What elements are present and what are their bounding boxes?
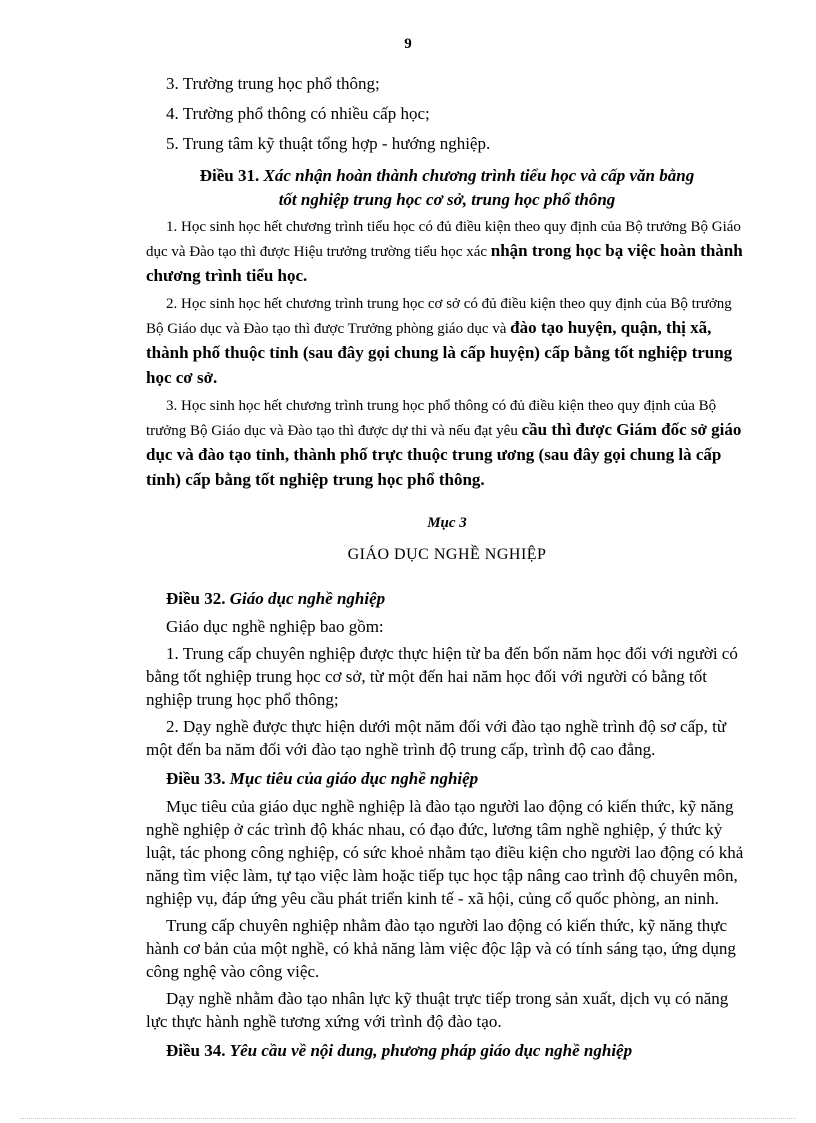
article-33-title: Mục tiêu của giáo dục nghề nghiệp	[229, 769, 479, 788]
list-item: 4. Trường phổ thông có nhiều cấp học;	[166, 104, 430, 123]
article-32-item-1: 1. Trung cấp chuyên nghiệp được thực hiện từ ba đến bốn năm học đối với người có bằng tốt nghiệp trung học cơ sở, từ một đến hai năm học đối với người có bằng tốt nghiệp trung học phổ thông;	[146, 644, 738, 709]
article-33-heading	[166, 767, 748, 791]
article-31-clause-3: 3. Học sinh học hết chương trình trung học phổ thông có đủ điều kiện theo quy định của Bộ trưởng Bộ Giáo dục và Đào tạo thì được dự thi và nếu đạt yêu cầu thì được Giám đốc sở giáo dục và đào tạo tỉnh, thành phố trực thuộc trung ương (sau đây gọi chung là cấp tỉnh) cấp bằng tốt nghiệp trung học phổ thông.	[146, 398, 742, 489]
article-31-heading	[146, 164, 748, 212]
article-34-title: Yêu cầu về nội dung, phương pháp giáo dục nghề nghiệp	[229, 1041, 633, 1060]
article-31-label: Điều 31.	[199, 166, 260, 185]
article-32-intro: Giáo dục nghề nghiệp bao gồm:	[166, 617, 384, 636]
article-32-title: Giáo dục nghề nghiệp	[229, 589, 386, 608]
article-33-label: Điều 33.	[166, 769, 226, 788]
article-33-paragraph-1: Mục tiêu của giáo dục nghề nghiệp là đào tạo người lao động có kiến thức, kỹ năng nghề nghiệp ở các trình độ khác nhau, có đạo đức, lương tâm nghề nghiệp, ý thức kỷ luật, tác phong công nghiệp, có sức khoẻ nhằm tạo điều kiện cho người lao động có khả năng tìm việc làm, tự tạo việc làm hoặc tiếp tục học tập nâng cao trình độ chuyên môn, nghiệp vụ, đáp ứng yêu cầu phát triển kinh tế - xã hội, củng cố quốc phòng, an ninh.	[146, 797, 744, 908]
article-34-label: Điều 34.	[166, 1041, 226, 1060]
page-bottom-divider	[20, 1118, 796, 1119]
article-32-heading	[166, 587, 748, 611]
list-item: 5. Trung tâm kỹ thuật tổng hợp - hướng nghiệp.	[166, 134, 491, 153]
page-number: 9	[404, 36, 412, 52]
article-31-clause-2: 2. Học sinh học hết chương trình trung học cơ sở có đủ điều kiện theo quy định của Bộ trưởng Bộ Giáo dục và Đào tạo thì được Trưởng phòng giáo dục và đào tạo huyện, quận, thị xã, thành phố thuộc tỉnh (sau đây gọi chung là cấp huyện) cấp bằng tốt nghiệp trung học cơ sở.	[146, 296, 733, 387]
article-33-paragraph-2: Trung cấp chuyên nghiệp nhằm đào tạo người lao động có kiến thức, kỹ năng thực hành cơ bản của một nghề, có khả năng làm việc độc lập và có tính sáng tạo, ứng dụng công nghệ vào công việc.	[146, 916, 736, 981]
section-label: Mục 3	[427, 515, 467, 531]
article-32-item-2: 2. Dạy nghề được thực hiện dưới một năm đối với đào tạo nghề trình độ sơ cấp, từ một đến ba năm đối với đào tạo nghề trình độ trung cấp, trình độ cao đẳng.	[146, 717, 727, 759]
article-32-label: Điều 32.	[166, 589, 226, 608]
article-31-title-line1: Xác nhận hoàn thành chương trình tiểu học và cấp văn bằng	[263, 166, 695, 185]
page-content	[146, 72, 748, 1063]
article-31-clause-1: 1. Học sinh học hết chương trình tiểu học có đủ điều kiện theo quy định của Bộ trưởng Bộ Giáo dục và Đào tạo thì được Hiệu trưởng trường tiểu học xác nhận trong học bạ việc hoàn thành chương trình tiểu học.	[146, 219, 743, 285]
article-31-title-line2: tốt nghiệp trung học cơ sở, trung học phổ thông	[278, 190, 616, 209]
section-title: GIÁO DỤC NGHỀ NGHIỆP	[347, 546, 547, 563]
list-item: 3. Trường trung học phổ thông;	[166, 74, 380, 93]
article-33-paragraph-3: Dạy nghề nhằm đào tạo nhân lực kỹ thuật trực tiếp trong sản xuất, dịch vụ có năng lực thực hành nghề tương xứng với trình độ đào tạo.	[146, 989, 729, 1031]
article-34-heading	[166, 1039, 748, 1063]
